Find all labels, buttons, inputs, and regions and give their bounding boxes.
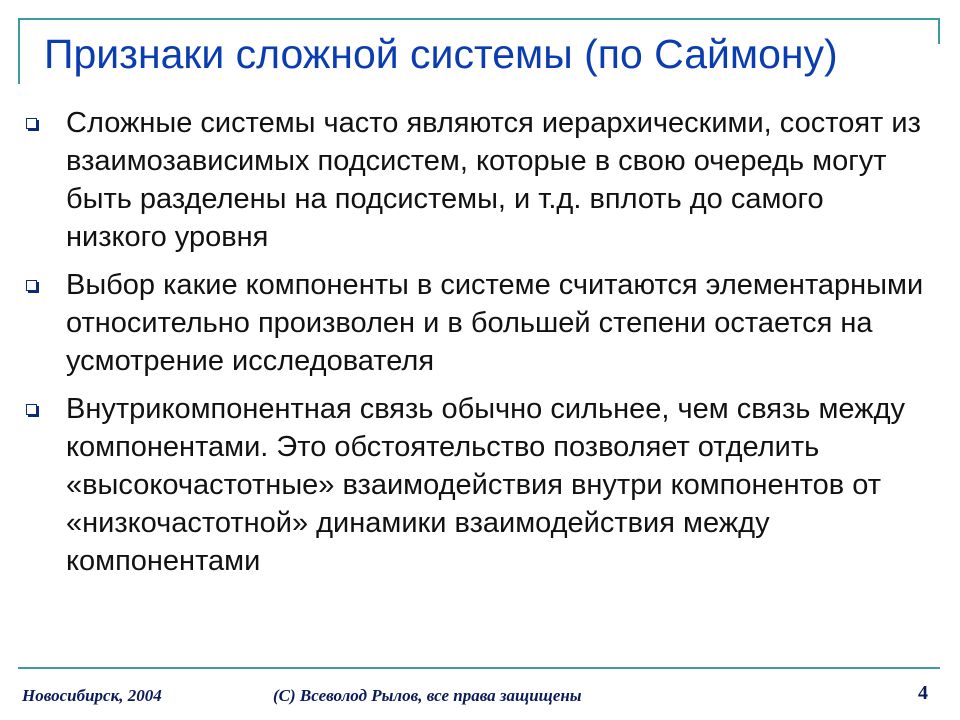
bullet-text: Сложные системы часто являются иерархическими, состоят из взаимозависимых подсистем, которые в свою очередь могут быть разделены на подсистемы, и т.д. вплоть до самого низкого уровня bbox=[66, 107, 921, 253]
slide-title: Признаки сложной системы (по Саймону) bbox=[44, 31, 838, 77]
hollow-square-bullet-icon bbox=[26, 280, 37, 291]
hollow-square-bullet-icon bbox=[26, 404, 37, 415]
title-frame-top-line bbox=[18, 18, 940, 20]
bullet-item bbox=[26, 266, 926, 380]
title-frame-left-line bbox=[18, 18, 20, 84]
bullet-text: Выбор какие компоненты в системе считаются элементарными относительно произволен и в большей степени остается на усмотрение исследователя bbox=[66, 269, 924, 377]
bullet-list bbox=[26, 104, 926, 590]
footer-divider bbox=[18, 667, 940, 669]
footer-location-year: Новосибирск, 2004 bbox=[22, 686, 162, 705]
bullet-text: Внутрикомпонентная связь обычно сильнее, чем связь между компонентами. Это обстоятельство позволяет отделить «высокочастотные» взаимодействия внутри компонентов от «низкочастотной» динамики взаимодействия между компонентами bbox=[66, 393, 906, 577]
footer-copyright: (С) Всеволод Рылов, все права защищены bbox=[273, 686, 582, 705]
title-frame-right-line bbox=[938, 18, 940, 44]
hollow-square-bullet-icon bbox=[26, 118, 37, 129]
page-number: 4 bbox=[918, 682, 928, 704]
bullet-item bbox=[26, 390, 926, 580]
bullet-item bbox=[26, 104, 926, 256]
